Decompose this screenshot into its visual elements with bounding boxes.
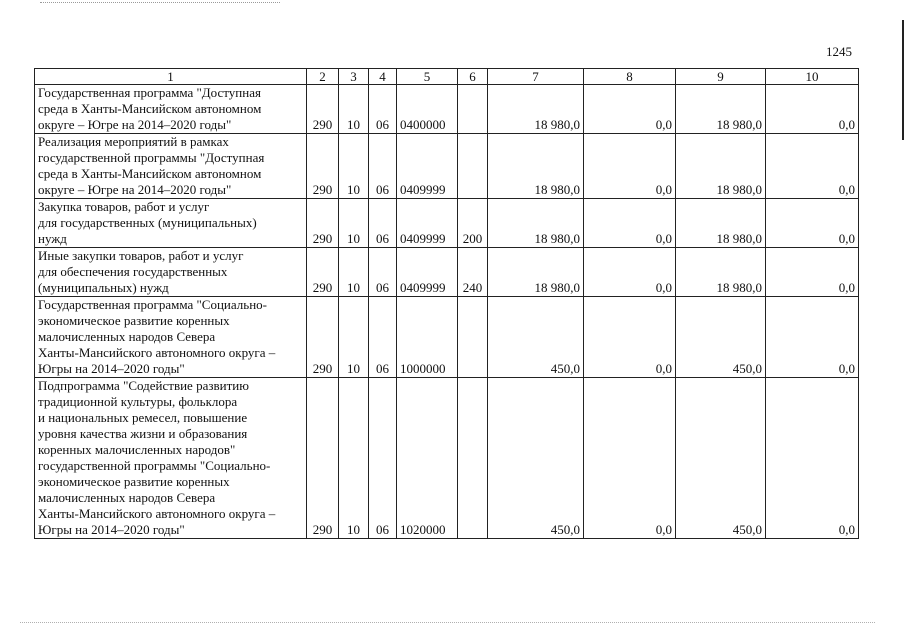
row-value: 0,0 — [766, 248, 859, 297]
row-value: 290 — [307, 378, 339, 539]
row-value: 18 980,0 — [676, 248, 766, 297]
row-value: 06 — [369, 199, 397, 248]
row-value — [458, 85, 488, 134]
column-header: 10 — [766, 69, 859, 85]
row-value: 1000000 — [397, 297, 458, 378]
row-value: 10 — [339, 248, 369, 297]
row-value: 1020000 — [397, 378, 458, 539]
row-value: 06 — [369, 134, 397, 199]
row-value: 0,0 — [584, 134, 676, 199]
scan-artifact-top — [40, 2, 280, 6]
table-header-row — [35, 69, 859, 85]
row-value: 0409999 — [397, 199, 458, 248]
row-value — [458, 134, 488, 199]
budget-table — [34, 68, 859, 539]
row-value — [458, 297, 488, 378]
row-name: Государственная программа "Социально- экономическое развитие коренных малочисленных народов Севера Ханты-Мансийского автономного округа – Югры на 2014–2020 годы" — [35, 297, 307, 378]
row-value: 290 — [307, 134, 339, 199]
page-number: 1245 — [826, 44, 852, 59]
table-row — [35, 85, 859, 134]
scan-artifact-bottom — [20, 622, 875, 625]
row-value: 0,0 — [584, 248, 676, 297]
row-name: Реализация мероприятий в рамках государственной программы "Доступная среда в Ханты-Мансийском автономном округе – Югре на 2014–2020 годы" — [35, 134, 307, 199]
table-row — [35, 134, 859, 199]
row-value: 290 — [307, 199, 339, 248]
row-value: 0409999 — [397, 248, 458, 297]
row-value: 06 — [369, 297, 397, 378]
row-value: 06 — [369, 248, 397, 297]
row-value: 0,0 — [766, 297, 859, 378]
row-value: 18 980,0 — [676, 199, 766, 248]
row-value: 10 — [339, 378, 369, 539]
row-value: 290 — [307, 297, 339, 378]
table-row — [35, 297, 859, 378]
row-value: 18 980,0 — [488, 85, 584, 134]
column-header: 5 — [397, 69, 458, 85]
row-value: 0,0 — [584, 297, 676, 378]
row-value: 450,0 — [488, 297, 584, 378]
row-value: 06 — [369, 378, 397, 539]
column-header: 1 — [35, 69, 307, 85]
row-value: 450,0 — [676, 297, 766, 378]
row-value: 06 — [369, 85, 397, 134]
row-name: Подпрограмма "Содействие развитию традиционной культуры, фольклора и национальных ремесел, повышение уровня качества жизни и образования коренных малочисленных народов" государственной программы "Социально- экономическое развитие коренных малочисленных народов Севера Ханты-Мансийского автономного округа – Югры на 2014–2020 годы" — [35, 378, 307, 539]
row-value: 450,0 — [488, 378, 584, 539]
column-header: 9 — [676, 69, 766, 85]
row-value: 450,0 — [676, 378, 766, 539]
row-value: 290 — [307, 85, 339, 134]
row-value: 0,0 — [766, 378, 859, 539]
row-value: 0,0 — [766, 199, 859, 248]
row-value: 10 — [339, 199, 369, 248]
row-value: 240 — [458, 248, 488, 297]
column-header: 7 — [488, 69, 584, 85]
row-value: 0400000 — [397, 85, 458, 134]
column-header: 8 — [584, 69, 676, 85]
column-header: 6 — [458, 69, 488, 85]
row-name: Иные закупки товаров, работ и услуг для обеспечения государственных (муниципальных) нужд — [35, 248, 307, 297]
scan-edge-line — [902, 20, 904, 140]
column-header: 3 — [339, 69, 369, 85]
row-value: 0,0 — [766, 134, 859, 199]
row-name: Государственная программа "Доступная среда в Ханты-Мансийском автономном округе – Югре на 2014–2020 годы" — [35, 85, 307, 134]
table-row — [35, 248, 859, 297]
row-value: 0,0 — [766, 85, 859, 134]
row-value: 290 — [307, 248, 339, 297]
row-value: 0409999 — [397, 134, 458, 199]
row-value: 10 — [339, 134, 369, 199]
row-value: 18 980,0 — [488, 199, 584, 248]
row-value: 18 980,0 — [488, 134, 584, 199]
row-value: 10 — [339, 297, 369, 378]
row-value: 18 980,0 — [676, 85, 766, 134]
row-value: 18 980,0 — [488, 248, 584, 297]
row-value: 0,0 — [584, 85, 676, 134]
row-value: 200 — [458, 199, 488, 248]
column-header: 2 — [307, 69, 339, 85]
row-value: 10 — [339, 85, 369, 134]
row-value — [458, 378, 488, 539]
column-header: 4 — [369, 69, 397, 85]
row-value: 18 980,0 — [676, 134, 766, 199]
table-row — [35, 378, 859, 539]
row-name: Закупка товаров, работ и услуг для государственных (муниципальных) нужд — [35, 199, 307, 248]
table-row — [35, 199, 859, 248]
row-value: 0,0 — [584, 199, 676, 248]
row-value: 0,0 — [584, 378, 676, 539]
